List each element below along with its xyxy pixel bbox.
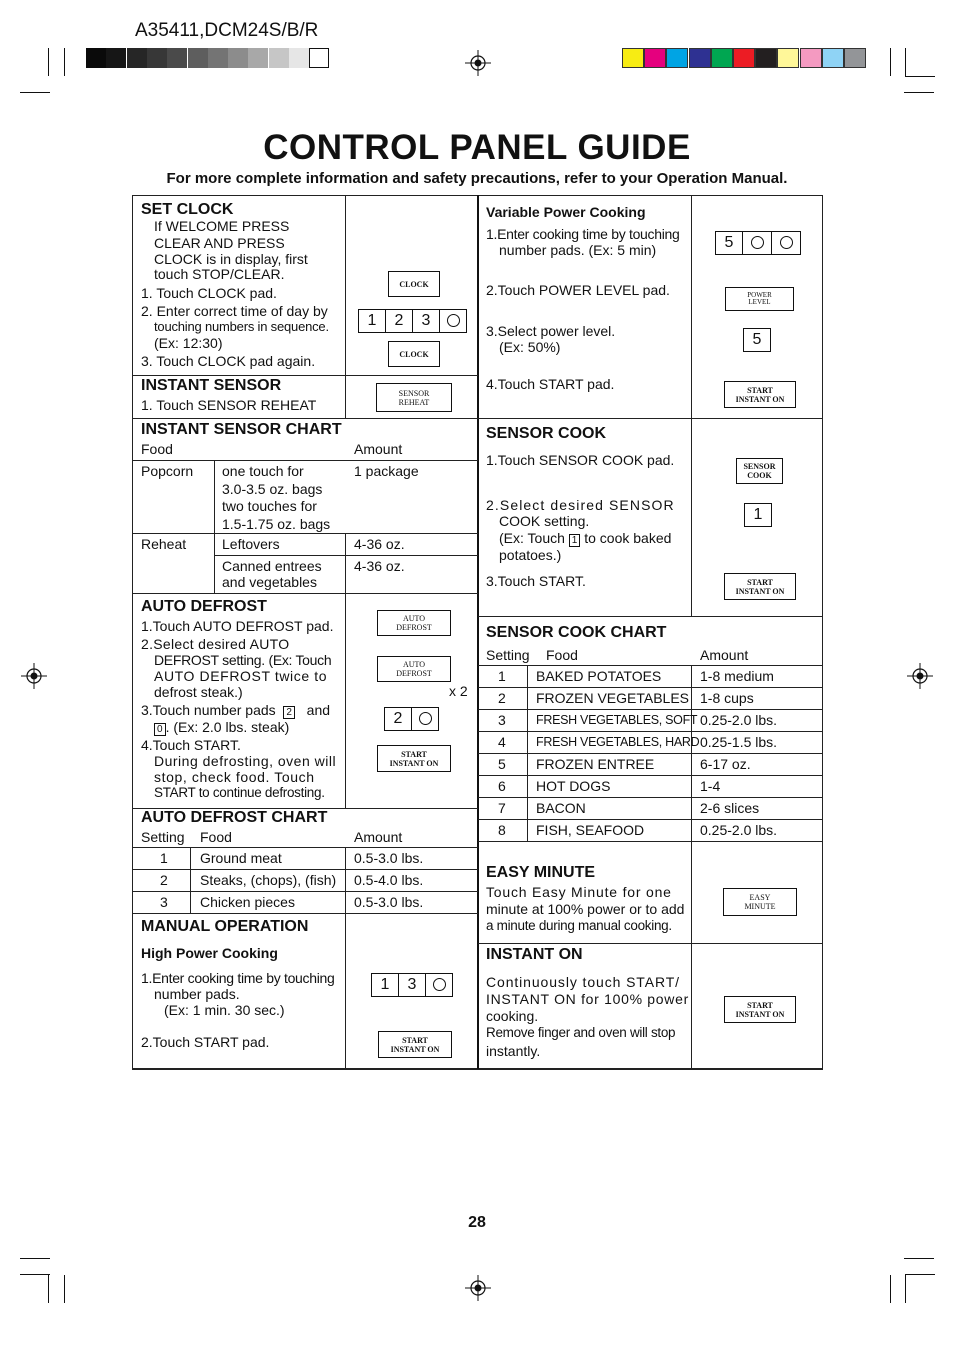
gray-swatch	[147, 48, 167, 68]
auto-defrost-setting-cell: 1	[160, 850, 168, 866]
auto-defrost-step-1: 1.Touch AUTO DEFROST pad.	[141, 618, 334, 634]
color-swatch	[689, 48, 711, 68]
gray-swatch	[289, 48, 309, 68]
sensor-cook-food-cell: BAKED POTATOES	[536, 668, 662, 684]
gray-swatch	[269, 48, 289, 68]
gray-swatch	[309, 48, 329, 68]
variable-power-step-2: 2.Touch POWER LEVEL pad.	[486, 282, 670, 298]
popcorn-amount: 1 package	[354, 463, 419, 479]
color-swatch	[755, 48, 777, 68]
pad-label: INSTANT ON	[735, 586, 785, 596]
color-swatch	[666, 48, 688, 68]
auto-defrost-step-3-example	[154, 719, 289, 736]
pad-label: POWER	[747, 291, 772, 299]
color-swatch	[711, 48, 733, 68]
set-clock-step-2-example: (Ex: 12:30)	[154, 335, 223, 351]
auto-defrost-step-4-desc: START to continue defrosting.	[154, 785, 325, 800]
press-twice-label: x 2	[449, 683, 468, 699]
pad-label: MINUTE	[744, 902, 776, 911]
start-instant-on-pad	[378, 1031, 452, 1058]
mini-key: 2	[283, 706, 295, 719]
sensor-cook-amount-cell: 6-17 oz.	[700, 756, 751, 772]
sensor-cook-setting-cell: 6	[498, 778, 506, 794]
column-header-food: Food	[141, 441, 173, 457]
instant-on-heading: INSTANT ON	[486, 946, 583, 963]
auto-defrost-step-2-line: DEFROST setting. (Ex: Touch	[154, 652, 332, 668]
clock-pad: CLOCK	[388, 341, 440, 367]
zero-key	[742, 231, 772, 255]
registration-mark-icon	[907, 663, 933, 689]
column-header-food: Food	[200, 829, 232, 845]
auto-defrost-chart-heading: AUTO DEFROST CHART	[141, 809, 328, 826]
sensor-cook-setting-cell: 2	[498, 690, 506, 706]
sensor-cook-setting-cell: 8	[498, 822, 506, 838]
food-reheat: Reheat	[141, 536, 187, 552]
auto-defrost-heading: AUTO DEFROST	[141, 598, 267, 615]
sensor-cook-amount-cell: 2-6 slices	[700, 800, 760, 816]
auto-defrost-pad	[377, 610, 451, 636]
number-key: 5	[715, 231, 743, 255]
easy-minute-desc: minute at 100% power or to add	[486, 901, 685, 917]
gray-swatch	[188, 48, 208, 68]
example-text: (Ex: Touch	[499, 530, 565, 546]
easy-minute-desc: Touch Easy Minute for one	[486, 884, 672, 900]
sensor-cook-amount-cell: 0.25-2.0 lbs.	[700, 712, 778, 728]
pad-label: SENSOR	[743, 462, 776, 471]
color-swatch	[733, 48, 755, 68]
number-key: 2	[385, 309, 413, 333]
step-3-example-text: . (Ex: 2.0 lbs. steak)	[165, 719, 290, 735]
sensor-cook-amount-cell: 0.25-1.5 lbs.	[700, 734, 778, 750]
popcorn-desc-line: two touches for	[222, 498, 317, 514]
food-popcorn: Popcorn	[141, 463, 194, 479]
clock-pad: CLOCK	[388, 271, 440, 297]
sensor-cook-step-2-line: COOK setting.	[499, 513, 590, 529]
leftovers-amount: 4-36 oz.	[354, 536, 405, 552]
pad-label: REHEAT	[398, 397, 430, 407]
pad-label: LEVEL	[748, 298, 771, 306]
zero-circle-icon	[780, 236, 793, 249]
auto-defrost-amount-cell: 0.5-3.0 lbs.	[354, 850, 424, 866]
color-swatch	[800, 48, 822, 68]
sensor-cook-step-2-example-end: potatoes.)	[499, 547, 562, 563]
instant-sensor-step: 1. Touch SENSOR REHEAT	[141, 397, 317, 413]
crop-mark	[904, 92, 934, 93]
pad-label: AUTO	[402, 614, 426, 623]
variable-power-step-4: 4.Touch START pad.	[486, 376, 615, 392]
number-key: 2	[384, 707, 412, 731]
crop-mark	[20, 1274, 50, 1275]
sensor-cook-step-2-example	[499, 530, 671, 547]
pad-label: DEFROST	[396, 669, 432, 678]
sensor-cook-food-cell: FRESH VEGETABLES, SOFT	[536, 713, 698, 727]
instant-on-desc: instantly.	[486, 1043, 541, 1059]
sensor-cook-step-1: 1.Touch SENSOR COOK pad.	[486, 452, 675, 468]
crop-mark	[20, 1258, 50, 1259]
power-level-pad	[725, 287, 794, 311]
auto-defrost-step-4: 4.Touch START.	[141, 737, 241, 753]
sensor-cook-chart-heading: SENSOR COOK CHART	[486, 624, 667, 641]
sensor-cook-food-cell: HOT DOGS	[536, 778, 611, 794]
auto-defrost-amount-cell: 0.5-3.0 lbs.	[354, 894, 424, 910]
pad-label: INSTANT ON	[389, 758, 439, 768]
model-number: A35411,DCM24S/B/R	[135, 20, 319, 41]
set-clock-intro-1: If WELCOME PRESS	[154, 218, 290, 234]
popcorn-desc-line: 3.0-3.5 oz. bags	[222, 480, 323, 497]
easy-minute-desc: a minute during manual cooking.	[486, 918, 672, 933]
zero-circle-icon	[433, 978, 446, 991]
page-subtitle: For more complete information and safety precautions, refer to your Operation Manual.	[166, 170, 788, 187]
color-swatch	[777, 48, 799, 68]
canned-amount: 4-36 oz.	[354, 558, 405, 574]
crop-mark	[64, 48, 65, 76]
step-3-and: and	[306, 702, 331, 718]
set-clock-step-3: 3. Touch CLOCK pad again.	[141, 353, 316, 369]
sensor-cook-setting-cell: 7	[498, 800, 506, 816]
crop-mark	[905, 48, 906, 76]
canned-line: and vegetables	[222, 574, 317, 590]
crop-mark	[20, 92, 50, 93]
color-swatch	[844, 48, 866, 68]
crop-mark	[904, 1258, 934, 1259]
variable-power-step-1-line: number pads. (Ex: 5 min)	[499, 242, 657, 258]
instant-on-desc: Continuously touch START/	[486, 974, 680, 990]
start-instant-on-pad	[377, 745, 451, 772]
zero-circle-icon	[447, 314, 460, 327]
sensor-cook-food-cell: FROZEN ENTREE	[536, 756, 655, 772]
pad-label: START	[402, 1035, 428, 1045]
pad-label: START	[747, 385, 773, 395]
high-power-cooking-heading: High Power Cooking	[141, 945, 278, 961]
auto-defrost-step-2: 2.Select desired AUTO	[141, 636, 290, 652]
auto-defrost-setting-cell: 3	[160, 894, 168, 910]
zero-circle-icon	[751, 236, 764, 249]
start-instant-on-pad	[724, 573, 796, 600]
pad-label: AUTO	[402, 660, 426, 669]
auto-defrost-amount-cell: 0.5-4.0 lbs.	[354, 872, 424, 888]
sensor-cook-food-cell: FRESH VEGETABLES, HARD	[536, 735, 700, 749]
sensor-cook-amount-cell: 1-8 cups	[700, 690, 754, 706]
manual-step-2: 2.Touch START pad.	[141, 1034, 270, 1050]
sensor-cook-setting-cell: 1	[498, 668, 506, 684]
manual-operation-heading: MANUAL OPERATION	[141, 918, 309, 935]
sensor-cook-amount-cell: 1-4	[700, 778, 721, 794]
gray-swatch	[106, 48, 126, 68]
crop-mark	[890, 1275, 891, 1303]
sensor-cook-pad	[736, 458, 783, 484]
auto-defrost-food-cell: Ground meat	[200, 850, 282, 866]
manual-step-1-line: number pads.	[154, 986, 240, 1002]
column-header-amount: Amount	[700, 647, 749, 663]
mini-key: 0	[154, 723, 166, 736]
set-clock-step-1: 1. Touch CLOCK pad.	[141, 285, 277, 301]
column-header-food: Food	[546, 647, 578, 663]
instant-on-desc: Remove finger and oven will stop	[486, 1025, 676, 1040]
auto-defrost-food-cell: Steaks, (chops), (fish)	[200, 872, 337, 888]
zero-circle-icon	[419, 712, 432, 725]
crop-mark	[890, 48, 891, 76]
pad-label: SENSOR	[398, 388, 430, 398]
set-clock-heading: SET CLOCK	[141, 201, 234, 218]
crop-mark	[48, 1275, 49, 1303]
popcorn-desc-line: 1.5-1.75 oz. bags	[222, 515, 331, 532]
variable-power-step-3: 3.Select power level.	[486, 323, 616, 339]
set-clock-step-2-detail: touching numbers in sequence.	[154, 319, 329, 334]
gray-swatch	[127, 48, 147, 68]
auto-defrost-pad	[377, 656, 451, 682]
auto-defrost-step-2-line: defrost steak.)	[154, 684, 243, 700]
column-header-amount: Amount	[354, 441, 403, 457]
instant-sensor-heading: INSTANT SENSOR	[141, 377, 282, 394]
column-header-setting: Setting	[141, 829, 185, 845]
sensor-cook-amount-cell: 0.25-2.0 lbs.	[700, 822, 778, 838]
gray-swatch	[208, 48, 228, 68]
instant-on-desc: cooking.	[486, 1008, 539, 1024]
start-instant-on-pad	[724, 381, 796, 408]
start-instant-on-pad	[724, 996, 796, 1023]
crop-mark	[64, 1275, 65, 1303]
page-number: 28	[468, 1214, 486, 1231]
gray-swatch	[228, 48, 248, 68]
instant-on-desc: INSTANT ON for 100% power	[486, 991, 689, 1007]
food-canned	[222, 558, 322, 590]
sensor-cook-setting-cell: 4	[498, 734, 506, 750]
auto-defrost-food-cell: Chicken pieces	[200, 894, 295, 910]
variable-power-step-3-example: (Ex: 50%)	[499, 339, 561, 355]
pad-label: INSTANT ON	[390, 1044, 440, 1054]
gray-swatch	[248, 48, 268, 68]
gray-swatch	[86, 48, 106, 68]
pad-label: START	[747, 577, 773, 587]
variable-power-step-1: 1.Enter cooking time by touching	[486, 226, 680, 242]
zero-key	[439, 309, 467, 333]
pad-label: COOK	[747, 471, 772, 480]
auto-defrost-step-3	[141, 702, 330, 719]
number-key: 1	[744, 503, 772, 527]
registration-mark-icon	[465, 1275, 491, 1301]
column-header-setting: Setting	[486, 647, 530, 663]
popcorn-desc-line: one touch for	[222, 463, 304, 479]
manual-step-1-example: (Ex: 1 min. 30 sec.)	[164, 1002, 285, 1018]
registration-mark-icon	[465, 50, 491, 76]
auto-defrost-step-4-desc: stop, check food. Touch	[154, 769, 315, 785]
instant-sensor-chart-heading: INSTANT SENSOR CHART	[141, 421, 342, 438]
pad-label: EASY	[749, 893, 771, 902]
example-text: to cook baked	[584, 530, 672, 546]
color-swatch	[622, 48, 644, 68]
pad-label: START	[401, 749, 427, 759]
sensor-cook-step-3: 3.Touch START.	[486, 573, 586, 589]
mini-key: 1	[569, 534, 581, 547]
variable-power-heading: Variable Power Cooking	[486, 204, 646, 220]
number-key: 3	[412, 309, 440, 333]
easy-minute-heading: EASY MINUTE	[486, 864, 596, 881]
set-clock-intro-2: CLEAR AND PRESS	[154, 235, 285, 251]
registration-mark-icon	[21, 663, 47, 689]
number-key: 3	[398, 973, 426, 997]
page-title: CONTROL PANEL GUIDE	[263, 128, 691, 167]
color-swatch	[822, 48, 844, 68]
auto-defrost-setting-cell: 2	[160, 872, 168, 888]
crop-mark	[48, 48, 49, 76]
food-leftovers: Leftovers	[222, 536, 280, 552]
popcorn-description	[222, 463, 330, 533]
sensor-cook-food-cell: BACON	[536, 800, 586, 816]
number-key: 1	[371, 973, 399, 997]
zero-key	[411, 707, 439, 731]
sensor-cook-amount-cell: 1-8 medium	[700, 668, 774, 684]
column-header-amount: Amount	[354, 829, 403, 845]
crop-mark	[905, 76, 935, 77]
sensor-cook-heading: SENSOR COOK	[486, 425, 607, 442]
set-clock-intro-4: touch STOP/CLEAR.	[154, 266, 285, 282]
crop-mark	[905, 1274, 935, 1275]
set-clock-step-2: 2. Enter correct time of day by	[141, 303, 328, 319]
canned-line: Canned entrees	[222, 558, 322, 574]
number-key: 1	[358, 309, 386, 333]
crop-mark	[905, 1275, 906, 1303]
pad-label: START	[747, 1000, 773, 1010]
pad-label: INSTANT ON	[735, 394, 785, 404]
zero-key	[771, 231, 801, 255]
sensor-cook-step-2: 2.Select desired SENSOR	[486, 497, 675, 513]
sensor-reheat-pad	[376, 383, 452, 412]
color-swatch	[644, 48, 666, 68]
auto-defrost-step-2-line: AUTO DEFROST twice to	[154, 668, 328, 684]
sensor-cook-setting-cell: 3	[498, 712, 506, 728]
auto-defrost-step-4-desc: During defrosting, oven will	[154, 753, 337, 769]
sensor-cook-food-cell: FROZEN VEGETABLES	[536, 690, 689, 706]
zero-key	[425, 973, 453, 997]
easy-minute-pad	[723, 888, 797, 916]
pad-label: INSTANT ON	[735, 1009, 785, 1019]
pad-label: DEFROST	[396, 623, 432, 632]
sensor-cook-food-cell: FISH, SEAFOOD	[536, 822, 645, 838]
power-level-key: 5	[743, 328, 771, 352]
gray-swatch	[167, 48, 187, 68]
set-clock-intro-3: CLOCK is in display, first	[154, 251, 308, 267]
manual-step-1: 1.Enter cooking time by touching	[141, 970, 335, 986]
step-3-text: 3.Touch number pads	[141, 702, 276, 718]
sensor-cook-setting-cell: 5	[498, 756, 506, 772]
